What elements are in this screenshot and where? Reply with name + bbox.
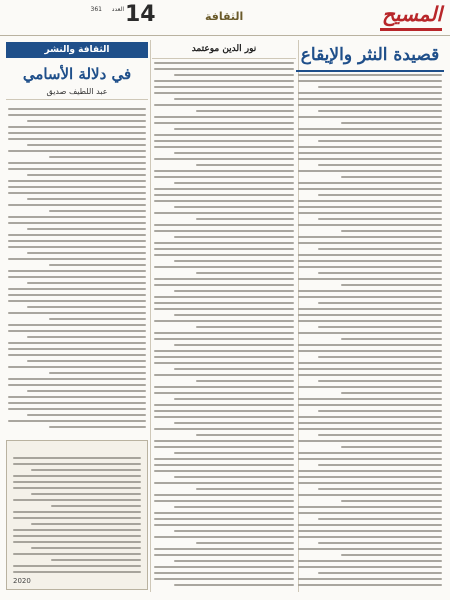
text-line — [154, 80, 294, 82]
text-line — [8, 234, 146, 236]
text-line — [154, 404, 294, 406]
text-line — [318, 572, 442, 574]
text-line — [154, 416, 294, 418]
text-line — [154, 140, 294, 142]
text-line — [298, 254, 442, 256]
text-line — [298, 530, 442, 532]
text-line — [154, 68, 294, 70]
middle-column-text-block — [154, 62, 294, 590]
text-line — [174, 128, 294, 130]
text-line — [49, 318, 146, 320]
text-line — [174, 398, 294, 400]
text-line — [298, 260, 442, 262]
text-line — [298, 506, 442, 508]
text-line — [13, 541, 141, 543]
text-line — [154, 176, 294, 178]
text-line — [27, 306, 146, 308]
right-column-text-block — [298, 74, 442, 590]
page-header — [0, 0, 450, 36]
text-line — [13, 481, 141, 483]
text-line — [13, 535, 141, 537]
text-line — [174, 152, 294, 154]
text-line — [318, 110, 442, 112]
text-line — [13, 475, 141, 477]
text-line — [298, 362, 442, 364]
text-line — [31, 547, 141, 549]
text-line — [298, 224, 442, 226]
text-line — [154, 524, 294, 526]
text-line — [154, 188, 294, 190]
text-line — [298, 416, 442, 418]
text-line — [27, 360, 146, 362]
text-line — [298, 524, 442, 526]
text-line — [298, 170, 442, 172]
text-line — [8, 108, 146, 110]
text-line — [154, 374, 294, 376]
text-line — [298, 548, 442, 550]
text-line — [13, 499, 141, 501]
text-line — [154, 296, 294, 298]
text-line — [49, 372, 146, 374]
section-title: الثقافة — [205, 10, 244, 23]
text-line — [174, 506, 294, 508]
text-line — [341, 122, 442, 124]
text-line — [174, 560, 294, 562]
text-line — [318, 272, 442, 274]
text-line — [31, 523, 141, 525]
text-line — [154, 62, 294, 64]
text-line — [49, 264, 146, 266]
text-line — [196, 110, 294, 112]
text-line — [154, 386, 294, 388]
text-line — [298, 206, 442, 208]
text-line — [13, 457, 141, 459]
text-line — [318, 302, 442, 304]
text-line — [298, 578, 442, 580]
text-line — [298, 158, 442, 160]
text-line — [154, 428, 294, 430]
text-line — [298, 212, 442, 214]
issue-info — [6, 4, 124, 32]
text-line — [318, 140, 442, 142]
text-line — [174, 368, 294, 370]
text-line — [341, 500, 442, 502]
text-line — [298, 152, 442, 154]
text-line — [318, 86, 442, 88]
text-line — [298, 428, 442, 430]
text-line — [154, 350, 294, 352]
text-line — [298, 242, 442, 244]
left-article-body — [6, 100, 148, 106]
text-line — [154, 104, 294, 106]
text-line — [49, 426, 146, 428]
text-line — [154, 134, 294, 136]
text-line — [196, 164, 294, 166]
text-line — [154, 536, 294, 538]
text-line — [8, 420, 146, 422]
text-line — [13, 463, 141, 465]
text-line — [174, 74, 294, 76]
text-line — [13, 529, 141, 531]
text-line — [318, 518, 442, 520]
text-line — [298, 188, 442, 190]
text-line — [318, 464, 442, 466]
text-line — [196, 326, 294, 328]
text-line — [51, 505, 141, 507]
text-line — [318, 194, 442, 196]
text-line — [8, 138, 146, 140]
middle-article-byline: نور الدين موعتمد — [152, 42, 296, 59]
text-line — [154, 578, 294, 580]
right-article — [296, 42, 444, 78]
text-line — [196, 380, 294, 382]
text-line — [154, 194, 294, 196]
text-line — [298, 74, 442, 76]
text-line — [8, 396, 146, 398]
text-line — [298, 134, 442, 136]
text-line — [341, 284, 442, 286]
text-line — [318, 380, 442, 382]
text-line — [27, 336, 146, 338]
text-line — [154, 278, 294, 280]
text-line — [8, 348, 146, 350]
newspaper-logo: المسيح — [382, 2, 442, 26]
text-line — [196, 218, 294, 220]
text-line — [154, 302, 294, 304]
text-line — [298, 494, 442, 496]
text-line — [154, 146, 294, 148]
issue-label: العدد — [111, 6, 124, 13]
text-line — [154, 116, 294, 118]
text-line — [298, 104, 442, 106]
text-line — [31, 493, 141, 495]
text-line — [196, 488, 294, 490]
text-line — [174, 314, 294, 316]
text-line — [8, 222, 146, 224]
text-line — [154, 242, 294, 244]
text-line — [27, 414, 146, 416]
text-line — [298, 236, 442, 238]
text-line — [8, 162, 146, 164]
text-line — [318, 542, 442, 544]
text-line — [196, 542, 294, 544]
text-line — [8, 402, 146, 404]
poem-footer: 2020 — [13, 577, 31, 585]
logo-underline — [380, 28, 442, 31]
text-line — [27, 198, 146, 200]
text-line — [298, 440, 442, 442]
text-line — [154, 212, 294, 214]
poem-text-block — [13, 457, 141, 577]
text-line — [154, 230, 294, 232]
text-line — [174, 476, 294, 478]
text-line — [8, 408, 146, 410]
poem-title — [7, 441, 147, 446]
text-line — [154, 446, 294, 448]
text-line — [27, 228, 146, 230]
text-line — [8, 246, 146, 248]
text-line — [13, 487, 141, 489]
text-line — [298, 320, 442, 322]
text-line — [298, 182, 442, 184]
text-line — [13, 565, 141, 567]
text-line — [174, 206, 294, 208]
text-line — [318, 326, 442, 328]
page-number: 14 — [125, 2, 156, 27]
text-line — [13, 511, 141, 513]
text-line — [8, 378, 146, 380]
text-line — [8, 216, 146, 218]
text-line — [174, 344, 294, 346]
text-line — [298, 314, 442, 316]
text-line — [341, 338, 442, 340]
text-line — [154, 362, 294, 364]
text-line — [174, 290, 294, 292]
text-line — [154, 284, 294, 286]
text-line — [298, 584, 442, 586]
text-line — [154, 266, 294, 268]
text-line — [298, 344, 442, 346]
text-line — [298, 308, 442, 310]
text-line — [8, 276, 146, 278]
left-column-text-block — [8, 108, 146, 432]
text-line — [154, 548, 294, 550]
text-line — [13, 517, 141, 519]
text-line — [8, 204, 146, 206]
text-line — [298, 368, 442, 370]
text-line — [298, 452, 442, 454]
text-line — [154, 500, 294, 502]
text-line — [298, 458, 442, 460]
text-line — [298, 512, 442, 514]
text-line — [318, 410, 442, 412]
text-line — [174, 422, 294, 424]
text-line — [154, 338, 294, 340]
left-article-headline: في دلالة الأسامي — [22, 65, 132, 83]
text-line — [8, 300, 146, 302]
text-line — [8, 168, 146, 170]
text-line — [154, 308, 294, 310]
text-line — [298, 128, 442, 130]
text-line — [8, 132, 146, 134]
text-line — [298, 296, 442, 298]
text-line — [174, 182, 294, 184]
text-line — [154, 224, 294, 226]
text-line — [154, 86, 294, 88]
text-line — [8, 240, 146, 242]
text-line — [8, 114, 146, 116]
text-line — [298, 482, 442, 484]
text-line — [27, 390, 146, 392]
text-line — [318, 218, 442, 220]
text-line — [51, 559, 141, 561]
text-line — [154, 518, 294, 520]
text-line — [154, 464, 294, 466]
text-line — [174, 530, 294, 532]
text-line — [154, 554, 294, 556]
text-line — [8, 294, 146, 296]
text-line — [8, 258, 146, 260]
issue-number: 361 — [90, 6, 102, 13]
text-line — [154, 470, 294, 472]
text-line — [154, 512, 294, 514]
text-line — [318, 488, 442, 490]
text-line — [298, 332, 442, 334]
text-line — [8, 192, 146, 194]
text-line — [298, 146, 442, 148]
left-article-kicker: الثقافة والنشر — [6, 42, 148, 58]
text-line — [341, 392, 442, 394]
text-line — [298, 278, 442, 280]
text-line — [8, 324, 146, 326]
text-line — [174, 236, 294, 238]
text-line — [8, 288, 146, 290]
text-line — [27, 282, 146, 284]
text-line — [8, 126, 146, 128]
text-line — [298, 476, 442, 478]
text-line — [318, 164, 442, 166]
text-line — [298, 350, 442, 352]
text-line — [174, 584, 294, 586]
text-line — [298, 560, 442, 562]
text-line — [154, 572, 294, 574]
text-line — [174, 98, 294, 100]
text-line — [8, 180, 146, 182]
text-line — [341, 554, 442, 556]
poem-box — [6, 440, 148, 590]
text-line — [8, 312, 146, 314]
text-line — [298, 98, 442, 100]
text-line — [298, 536, 442, 538]
text-line — [27, 252, 146, 254]
text-line — [298, 386, 442, 388]
text-line — [196, 272, 294, 274]
text-line — [154, 410, 294, 412]
text-line — [154, 458, 294, 460]
text-line — [298, 200, 442, 202]
text-line — [154, 566, 294, 568]
text-line — [8, 150, 146, 152]
text-line — [298, 116, 442, 118]
text-line — [298, 566, 442, 568]
text-line — [154, 494, 294, 496]
text-line — [27, 144, 146, 146]
text-line — [154, 254, 294, 256]
text-line — [154, 356, 294, 358]
text-line — [154, 332, 294, 334]
text-line — [174, 452, 294, 454]
text-line — [341, 230, 442, 232]
text-line — [13, 571, 141, 573]
text-line — [318, 248, 442, 250]
text-line — [318, 434, 442, 436]
text-line — [13, 553, 141, 555]
text-line — [27, 174, 146, 176]
left-article-byline: عبد اللطيف صديق — [6, 87, 148, 100]
text-line — [298, 266, 442, 268]
text-line — [298, 470, 442, 472]
text-line — [8, 330, 146, 332]
text-line — [31, 469, 141, 471]
text-line — [298, 398, 442, 400]
text-line — [318, 356, 442, 358]
column-divider — [150, 40, 151, 592]
text-line — [341, 176, 442, 178]
text-line — [298, 374, 442, 376]
text-line — [8, 270, 146, 272]
text-line — [154, 158, 294, 160]
text-line — [154, 122, 294, 124]
text-line — [154, 248, 294, 250]
text-line — [154, 200, 294, 202]
text-line — [8, 384, 146, 386]
text-line — [298, 404, 442, 406]
text-line — [298, 422, 442, 424]
text-line — [154, 320, 294, 322]
text-line — [154, 440, 294, 442]
text-line — [154, 392, 294, 394]
left-article — [6, 42, 148, 106]
text-line — [196, 434, 294, 436]
text-line — [298, 290, 442, 292]
text-line — [154, 92, 294, 94]
text-line — [8, 366, 146, 368]
text-line — [174, 260, 294, 262]
text-line — [49, 210, 146, 212]
text-line — [8, 354, 146, 356]
text-line — [8, 342, 146, 344]
right-article-headline: قصيدة النثر والإيقاع — [296, 42, 444, 72]
text-line — [154, 482, 294, 484]
text-line — [154, 170, 294, 172]
text-line — [8, 186, 146, 188]
text-line — [298, 80, 442, 82]
text-line — [341, 446, 442, 448]
text-line — [298, 92, 442, 94]
text-line — [27, 120, 146, 122]
text-line — [49, 156, 146, 158]
